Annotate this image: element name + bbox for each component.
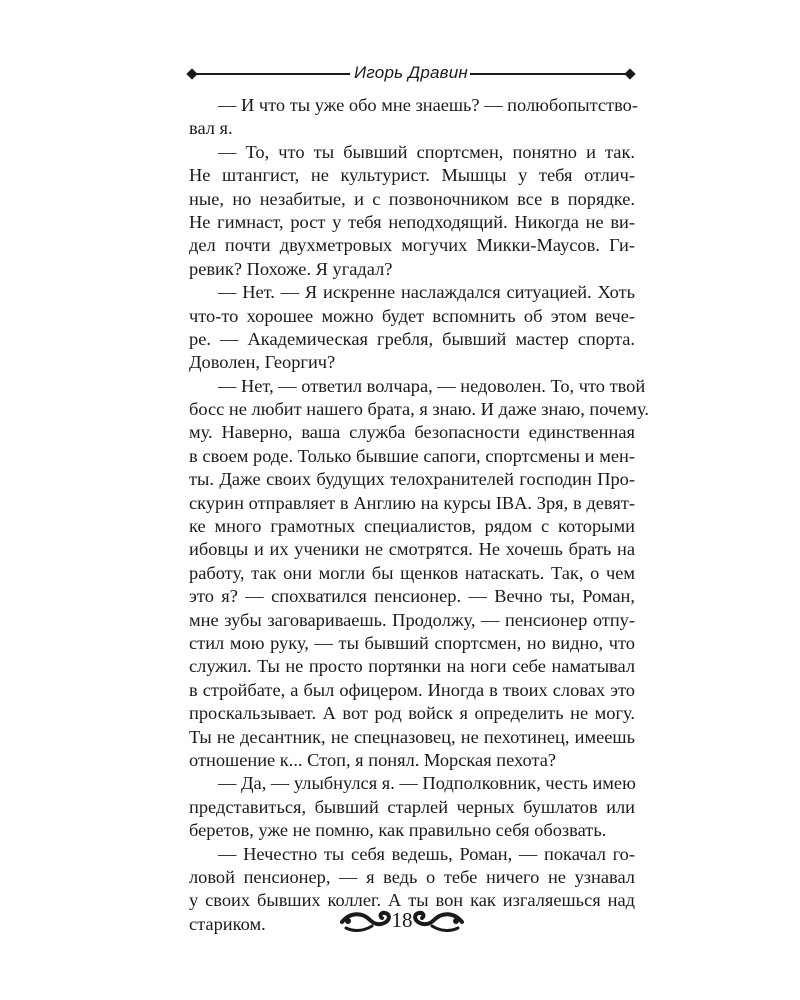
running-header <box>188 62 634 86</box>
scroll-ornament-icon <box>410 906 464 936</box>
text-line: в стройбате, а был офицером. Иногда в твоих словах это <box>189 679 635 700</box>
text-line: стариком. <box>189 913 266 934</box>
text-line: ревик? Похоже. Я угадал? <box>189 258 393 279</box>
page-number: 18 <box>391 908 413 932</box>
text-line: босс не любит нашего брата, я знаю. И даже знаю, почему. <box>189 399 649 420</box>
text-line: ре. — Академическая гребля, бывший мастер спорта. <box>189 328 635 349</box>
header-author-title: Игорь Дравин <box>354 63 468 82</box>
text-line: — Нет, — ответил волчара, — недоволен. То, что твой <box>218 375 646 396</box>
text-line: ты. Даже своих будущих телохранителей господин Про- <box>189 469 635 490</box>
text-line: ные, но незабитые, и с позвоночником все в порядке. <box>189 188 635 209</box>
text-line: отношение к... Стоп, я понял. Морская пехота? <box>189 749 557 770</box>
text-line: проскальзывает. А вот род войск я определить не могу. <box>189 703 635 724</box>
text-line: вал я. <box>189 118 233 139</box>
text-line: дел почти двухметровых могучих Микки-Маусов. Ги- <box>189 235 635 256</box>
text-line: — Нет. — Я искренне наслаждался ситуацией. Хоть <box>218 282 635 303</box>
text-line: у своих бывших коллег. А ты вон как изгаляешься над <box>189 890 635 911</box>
text-line: Не гимнаст, рост у тебя неподходящий. Никогда не ви- <box>189 211 635 232</box>
text-line: служил. Ты не просто портянки на ноги себе наматывал <box>189 656 635 677</box>
text-line: Не штангист, не культурист. Мышцы у тебя отлич- <box>189 165 635 186</box>
text-line: скурин отправляет в Англию на курсы IBA. Зря, в девят- <box>189 492 635 513</box>
text-line: что-то хорошее можно будет вспомнить об этом вече- <box>189 305 635 326</box>
text-line: му. Наверно, ваша служба безопасности единственная <box>189 422 635 443</box>
text-line: ке много грамотных специалистов, рядом с которыми <box>189 516 635 537</box>
header-rule-right <box>470 73 628 75</box>
text-line: представиться, бывший старлей черных бушлатов или <box>189 796 635 817</box>
text-line: — То, что ты бывший спортсмен, понятно и так. <box>218 141 635 162</box>
text-line: — И что ты уже обо мне знаешь? — полюбопытство- <box>218 95 638 115</box>
text-line: работу, так они могли бы щенков натаскать. Так, о чем <box>189 562 635 583</box>
text-line: в своем роде. Только бывшие сапоги, спортсмены и мен- <box>189 445 635 466</box>
page-footer <box>340 904 464 940</box>
text-line: — Нечестно ты себя ведешь, Роман, — покачал го- <box>218 843 635 864</box>
text-line: ибовцы и их ученики не смотрятся. Не хочешь брать на <box>189 539 635 560</box>
text-line: стил мою руку, — ты бывший спортсмен, но видно, что <box>189 632 635 653</box>
body-text <box>189 94 649 936</box>
text-line: Доволен, Георгич? <box>189 352 336 373</box>
text-line: беретов, уже не помню, как правильно себя обозвать. <box>189 820 607 841</box>
text-line: ловой пенсионер, — я ведь о тебе ничего не узнавал <box>189 866 635 887</box>
text-line: это я? — спохватился пенсионер. — Вечно ты, Роман, <box>189 586 635 607</box>
text-line: — Да, — улыбнулся я. — Подполковник, честь имею <box>218 773 636 794</box>
text-line: Ты не десантник, не спецназовец, не пехотинец, имеешь <box>189 726 635 747</box>
text-line: мне зубы заговариваешь. Продолжу, — пенсионер отпу- <box>189 609 635 630</box>
